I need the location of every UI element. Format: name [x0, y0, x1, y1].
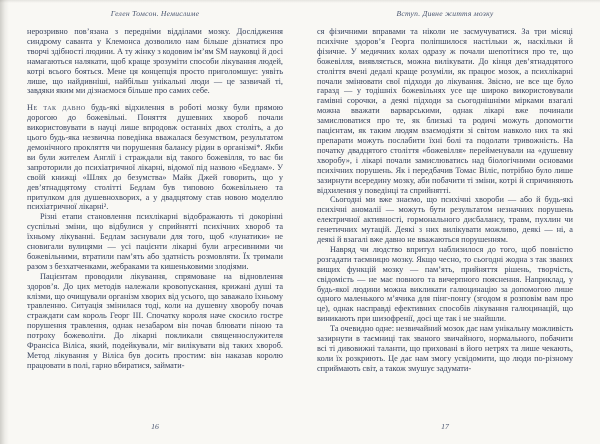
running-header-right: Вступ. Дивне життя мозку: [396, 9, 494, 18]
body-paragraph: [27, 212, 283, 271]
right-page: [300, 0, 600, 444]
body-paragraph: [27, 272, 283, 371]
page-number-right: 17: [441, 422, 449, 431]
page-number-left: 16: [151, 422, 159, 431]
paragraph-text: Та очевидно одне: незвичайний мозок дає нам унікальну можливість зазирнути в таємниці так званого звичайного, нормального, побачити всі ті дивовижні таланти, що приховані в його нетрях та лише чекають, коли їх розкриють. Це дає нам змогу усвідомити, що люди по-різному сприймають світ, а також змушує задумати-: [317, 324, 573, 373]
running-header-left: Гелен Томсон. Немислиме: [110, 9, 200, 18]
body-paragraph: [27, 27, 283, 96]
paragraph-text: ся фізичними вправами та ніколи не засмучуватися. За три місяці психічне здоров’я Георга поліпшилося настільки ж, наскільки й фізичне. У медичних колах одразу ж почали шепотітися про те, що божевілля, виявляється, можна вилікувати. До кінця дев’ятнадцятого століття вчені дедалі краще розуміли, як працює мозок, а психлікарні почали змінювати свої підходи до лікування. Звісно, не все ще було гаразд — у тодішніх божевільнях усе ще широко використовували гамівні сорочки, а деякі підходи за сьогоднішніми мірками взагалі можна вважати варварськими, однак лікарі вже починали замислюватися про те, як близькі та родичі можуть допомогти пацієнтам, як таким людям взаємодіяти зі світом навколо них та які препарати можуть послабити їхні болі та подолати тривожність. На початку двадцятого століття «божевілля» перейменували на «душевну хворобу», і лікарі почали замислюватись над біологічними основами психічних порушень. Як і передбачив Томас Віліс, потрібно було лише зазирнути всередину мозку, аби побачити ті зміни, котрі й спричиняють відхилення у поведінці та сприйнятті.: [317, 27, 573, 195]
paragraph-text: нерозривно пов’язана з передніми відділами мозку. Дослідження синдрому саванта у Клемонса дозволило нам більше дізнатися про творчі здібності людини. А ту жінку з кодовим ім’ям SM науковці й досі намагаються налякати, щоб краще зрозуміти способи лікування людей, котрі всього бояться. Мене ця концепція просто приголомшує: уявіть лише, що найдивніші, найбільш унікальні люди — це зазвичай ті, завдяки яким ми дізнаємося більше про самих себе.: [27, 27, 283, 96]
paragraph-text: Сьогодні ми вже знаємо, що психічні хвороби — або й будь-які психічні аномалії — можуть бути результатом незначних порушень електричної активності, гормонального дисбалансу, травм, пухлин чи генетичних мутацій. Деякі з них вилікувати можливо, деякі — ні, а деякі й взагалі вже давно не вважаються порушенням.: [317, 195, 573, 245]
body-paragraph: [317, 27, 573, 195]
body-paragraph: [27, 103, 283, 212]
body-paragraph: [317, 324, 573, 374]
paragraph-text: Пацієнтам проводили лікування, спрямоване на відновлення здоров’я. До цих методів належали кровопускання, крижані душі та клізми, що очищували організм хворих від усього, що заважало їхньому травленню. Ситуація змінилася тоді, коли на душевну хворобу почав страждати сам король Георг III. Спочатку короля наче скосило гостре порушення травлення, однак незабаром він почав блювати піною та потроху божеволіти. До лікарні покликали священнослужителя Франсіса Віліса, який, подейкували, міг вилікувати від таких хвороб. Метод лікування у Віліса був досить простим: він наказав королю працювати в полі, гарно вбиратися, займати-: [27, 271, 283, 370]
paragraph-text: Навряд чи людство впритул наблизилося до того, щоб повністю розгадати таємницю мозку. Якщо чесно, то сьогодні жодна з так званих вищих функцій мозку — пам’ять, прийняття рішень, творчість, свідомість — не має повного та вичерпного пояснення. Наприклад, у будь-якої людини можна викликати галюцинацію за допомогою лише одного маленького м’ячика для пінг-понгу (згодом я розповім вам про це), однак насправді ефективних способів лікування галюцинацій, що виникають при шизофренії, досі ще так і не знайшли.: [317, 244, 573, 324]
body-paragraph: [317, 245, 573, 324]
paragraph-text: Різні етапи становлення психлікарні відображають ті докорінні суспільні зміни, що відбулися у сприйнятті психічних хвороб та їхньому лікуванні. Бедлам заснували для того, щоб «лунатики» не сновигали вулицями — усі пацієнти лікарні були агресивними чи божевільними, втратили пам’ять або здатність розмовляти. Їх тримали разом з безхатченками, жебраками та кишеньковими злодіями.: [27, 212, 283, 271]
paragraph-text: будь-які відхилення в роботі мозку були прямою дорогою до божевільні. Поняття душевних хвороб почали використовувати в науці лише впродовж останніх двох століть, а до цього будь-яка незвична поведінка вважалася безумством, результатом демонічного прокляття чи порушення балансу рідин в організмі*. Якби ви були жителем Англії і страждали від такого божевілля, то вас би запроторили до психіатричної лікарні, відомої під назвою «Бедлам». У своїй книжці «Шлях до безумства» Майк Джей говорить, що у дев’ятнадцятому столітті Бедлам був типовою божевільнею та притулком для душевнохворих, а у двадцятому став новою моделлю психіатричної лікарні².: [27, 103, 283, 212]
body-paragraph: [317, 195, 573, 245]
smallcaps-lead: Не так давно: [27, 103, 86, 113]
